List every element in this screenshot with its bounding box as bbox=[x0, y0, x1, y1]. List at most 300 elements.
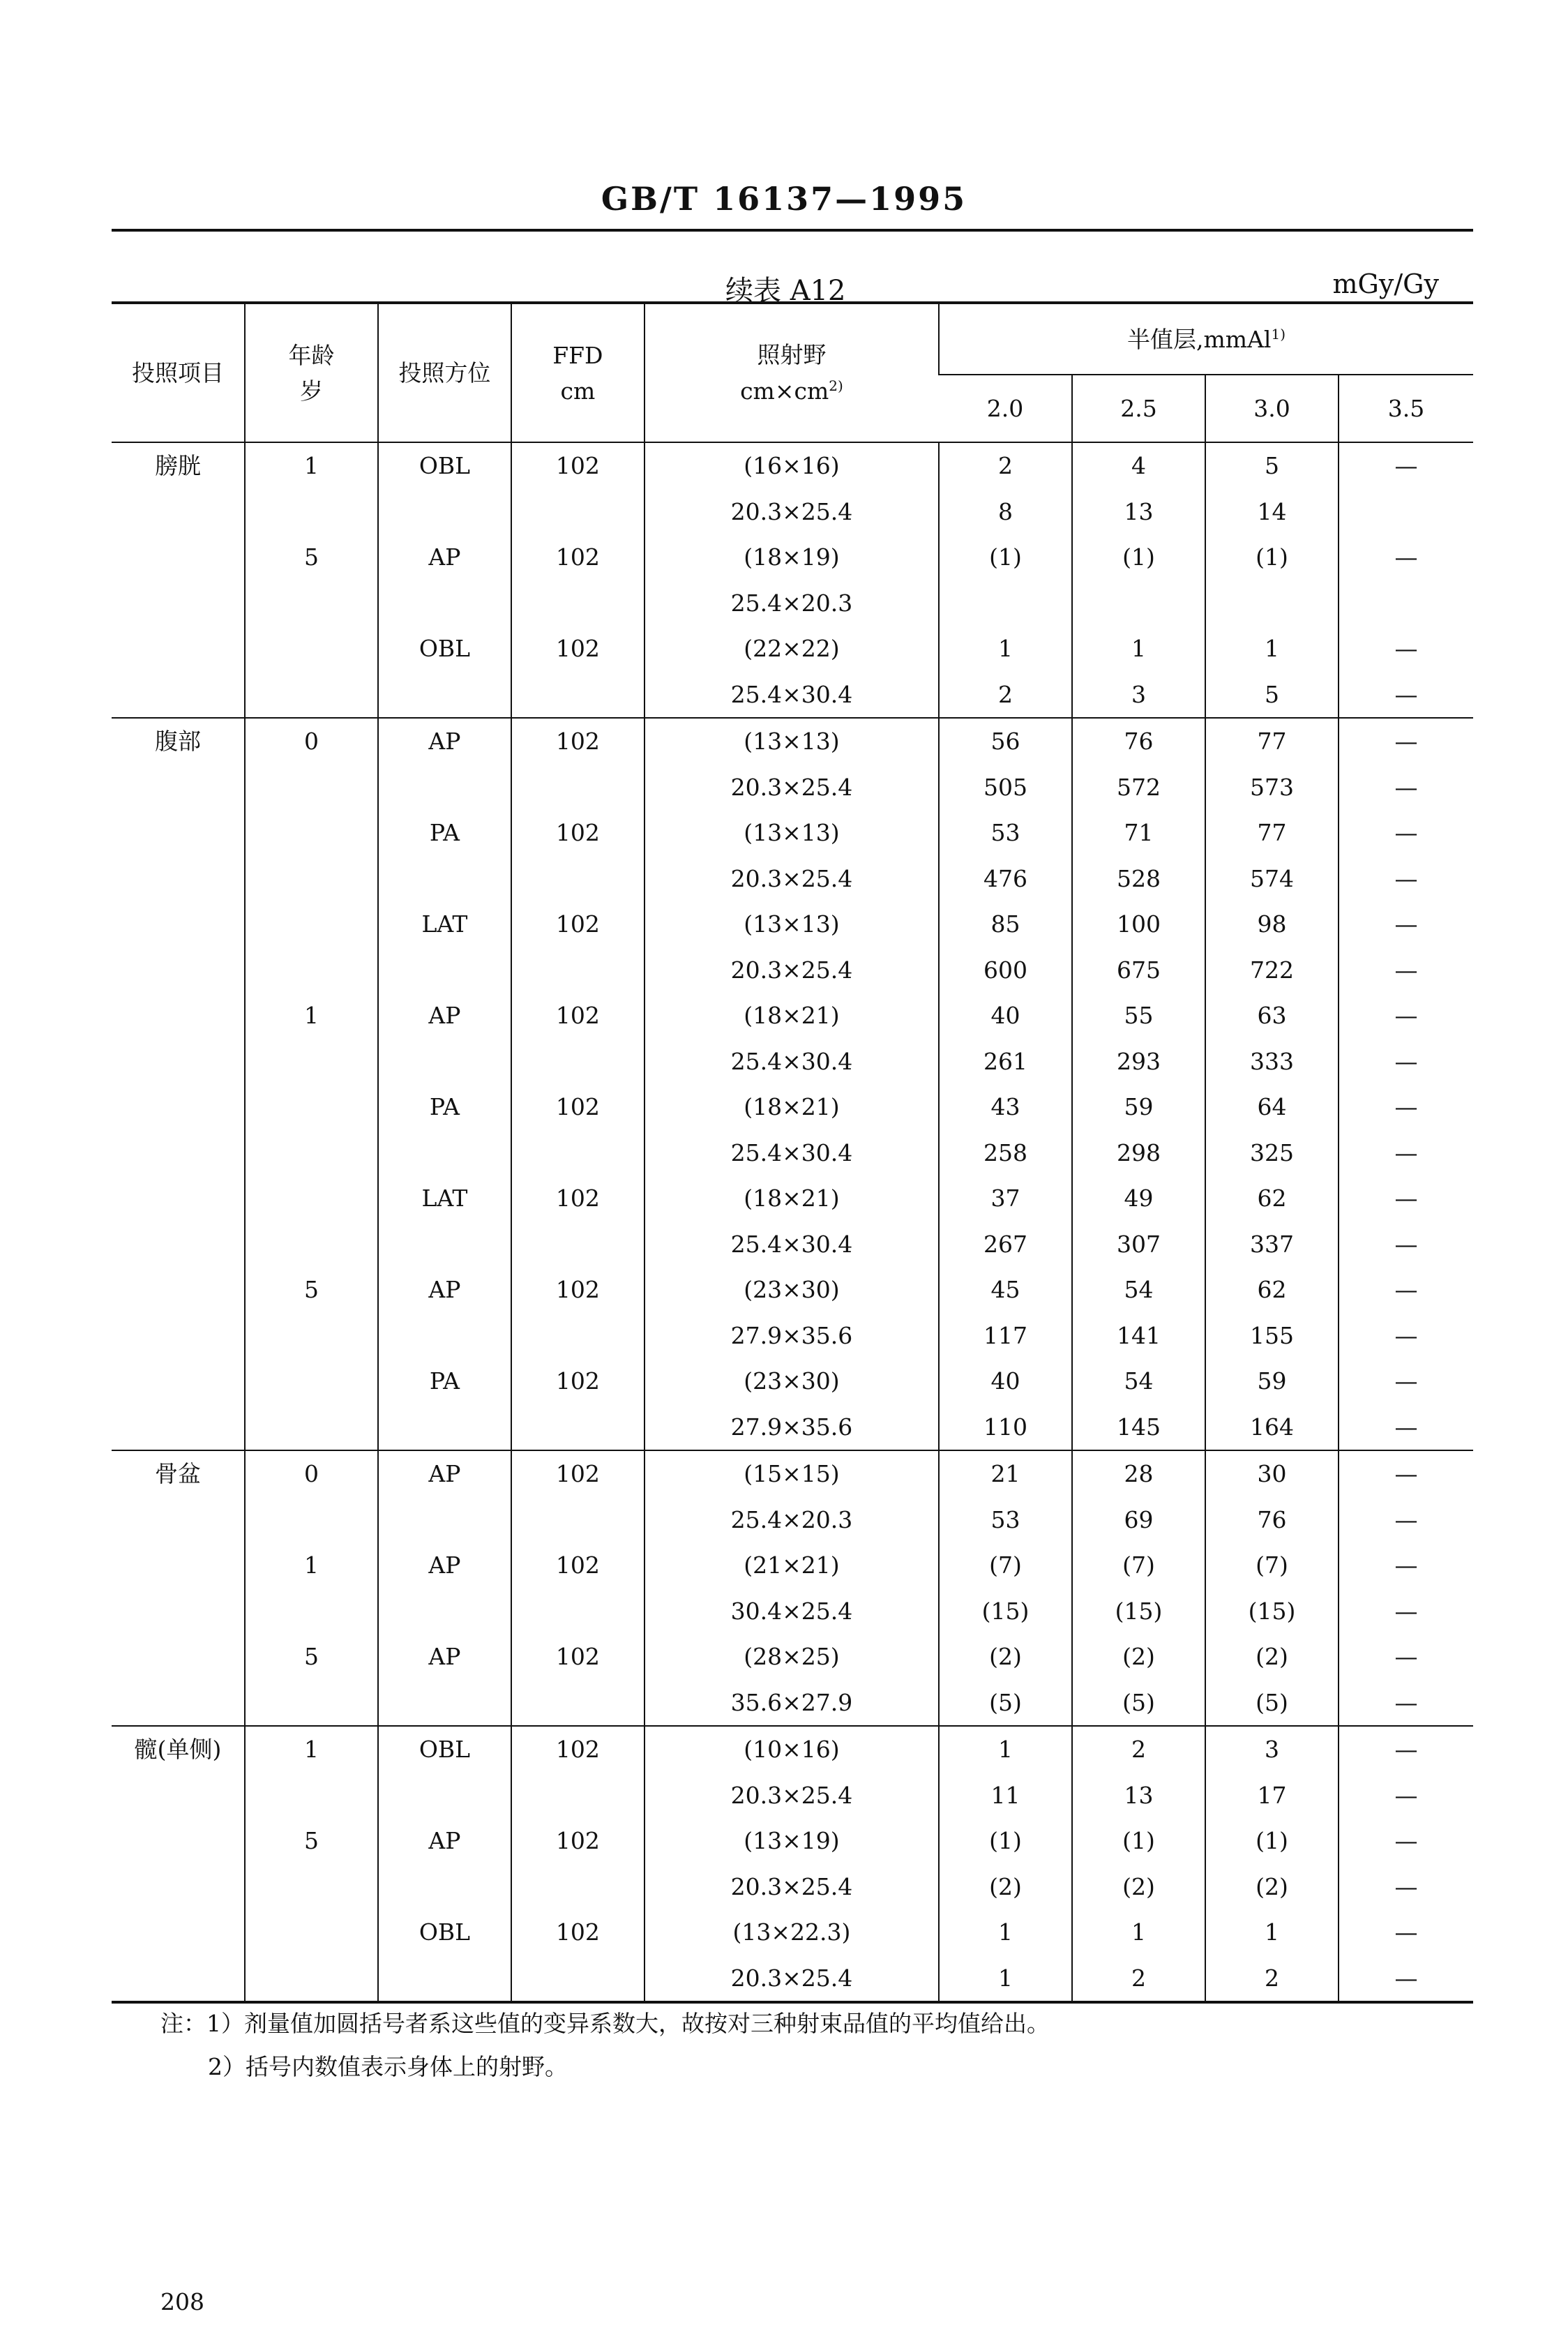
table-cell bbox=[511, 489, 644, 535]
table-cell: 528 bbox=[1072, 856, 1205, 902]
hvl-value-header: 2.5 bbox=[1072, 375, 1205, 442]
table-cell: 293 bbox=[1072, 1039, 1205, 1085]
table-cell bbox=[245, 856, 378, 902]
table-row bbox=[112, 626, 1473, 672]
table-cell: 0 bbox=[245, 1450, 378, 1497]
table-cell: 102 bbox=[511, 442, 644, 489]
table-cell bbox=[112, 947, 245, 993]
table-cell bbox=[378, 947, 511, 993]
table-cell: — bbox=[1339, 1864, 1473, 1910]
table-cell: 3 bbox=[1205, 1726, 1339, 1773]
table-cell: 1 bbox=[939, 626, 1072, 672]
footnote: 2）括号内数值表示身体上的射野。 bbox=[208, 2053, 568, 2080]
table-cell: (2) bbox=[1072, 1634, 1205, 1680]
table-cell: 98 bbox=[1205, 901, 1339, 947]
table-cell: 5 bbox=[245, 534, 378, 580]
table-cell bbox=[511, 856, 644, 902]
table-cell bbox=[1205, 580, 1339, 626]
table-row bbox=[112, 993, 1473, 1039]
table-cell bbox=[112, 1909, 245, 1955]
table-row bbox=[112, 1634, 1473, 1680]
header-rule bbox=[112, 229, 1473, 232]
table-cell: 110 bbox=[939, 1404, 1072, 1451]
table-cell: 49 bbox=[1072, 1175, 1205, 1222]
table-cell bbox=[112, 1955, 245, 2003]
table-cell: (2) bbox=[1205, 1634, 1339, 1680]
table-row bbox=[112, 1818, 1473, 1864]
table-cell: 71 bbox=[1072, 810, 1205, 856]
table-cell: 102 bbox=[511, 1267, 644, 1313]
table-cell: 102 bbox=[511, 1542, 644, 1588]
table-cell: 27.9×35.6 bbox=[644, 1404, 939, 1451]
table-cell: 1 bbox=[1205, 626, 1339, 672]
table-cell bbox=[112, 1039, 245, 1085]
table-cell: 25.4×20.3 bbox=[644, 1497, 939, 1543]
table-cell: — bbox=[1339, 626, 1473, 672]
table-cell: 76 bbox=[1072, 718, 1205, 765]
table-cell bbox=[378, 580, 511, 626]
table-cell: 5 bbox=[1205, 672, 1339, 719]
table-cell bbox=[511, 1130, 644, 1176]
table-cell bbox=[245, 1909, 378, 1955]
table-row bbox=[112, 901, 1473, 947]
table-cell bbox=[112, 1130, 245, 1176]
table-cell bbox=[112, 901, 245, 947]
table-row bbox=[112, 856, 1473, 902]
table-cell: 53 bbox=[939, 810, 1072, 856]
table-cell: (2) bbox=[939, 1634, 1072, 1680]
table-cell: 5 bbox=[245, 1267, 378, 1313]
table-cell: 1 bbox=[939, 1909, 1072, 1955]
table-cell: — bbox=[1339, 810, 1473, 856]
table-cell: 307 bbox=[1072, 1222, 1205, 1268]
table-cell: AP bbox=[378, 993, 511, 1039]
table-cell: 1 bbox=[245, 1542, 378, 1588]
table-row bbox=[112, 1909, 1473, 1955]
table-cell bbox=[378, 672, 511, 719]
col-item-header: 投照项目 bbox=[112, 303, 245, 442]
table-cell: 0 bbox=[245, 718, 378, 765]
table-cell: — bbox=[1339, 947, 1473, 993]
table-cell bbox=[511, 1955, 644, 2003]
table-cell bbox=[245, 626, 378, 672]
table-cell bbox=[112, 993, 245, 1039]
table-cell bbox=[112, 1084, 245, 1130]
table-cell: 64 bbox=[1205, 1084, 1339, 1130]
table-cell bbox=[1339, 580, 1473, 626]
table-cell: — bbox=[1339, 1680, 1473, 1727]
table-cell: 722 bbox=[1205, 947, 1339, 993]
table-cell bbox=[378, 1130, 511, 1176]
table-cell: — bbox=[1339, 1634, 1473, 1680]
table-row bbox=[112, 672, 1473, 719]
table-cell: — bbox=[1339, 1267, 1473, 1313]
table-cell bbox=[112, 1864, 245, 1910]
table-cell: — bbox=[1339, 1773, 1473, 1819]
table-cell: 145 bbox=[1072, 1404, 1205, 1451]
table-cell: 25.4×30.4 bbox=[644, 672, 939, 719]
table-cell bbox=[112, 580, 245, 626]
table-cell bbox=[112, 1404, 245, 1451]
table-cell: 43 bbox=[939, 1084, 1072, 1130]
table-row bbox=[112, 765, 1473, 811]
table-cell: — bbox=[1339, 765, 1473, 811]
table-cell: 102 bbox=[511, 1084, 644, 1130]
table-cell bbox=[1339, 489, 1473, 535]
table-cell: AP bbox=[378, 1542, 511, 1588]
table-cell bbox=[112, 1588, 245, 1635]
table-row bbox=[112, 718, 1473, 765]
table-cell: — bbox=[1339, 442, 1473, 489]
page-header: GB/T 16137—1995 bbox=[601, 180, 967, 218]
table-cell bbox=[112, 1818, 245, 1864]
table-cell: (18×21) bbox=[644, 993, 939, 1039]
table-cell: — bbox=[1339, 1497, 1473, 1543]
table-cell bbox=[245, 672, 378, 719]
table-cell: 77 bbox=[1205, 810, 1339, 856]
table-cell: 59 bbox=[1205, 1358, 1339, 1404]
table-cell bbox=[245, 1497, 378, 1543]
table-cell bbox=[245, 1222, 378, 1268]
table-cell: PA bbox=[378, 810, 511, 856]
table-cell: 5 bbox=[245, 1818, 378, 1864]
table-cell: 102 bbox=[511, 901, 644, 947]
table-cell: 261 bbox=[939, 1039, 1072, 1085]
table-row bbox=[112, 442, 1473, 489]
table-cell: — bbox=[1339, 1313, 1473, 1359]
table-row bbox=[112, 534, 1473, 580]
table-cell: (21×21) bbox=[644, 1542, 939, 1588]
table-cell bbox=[378, 765, 511, 811]
table-cell: 574 bbox=[1205, 856, 1339, 902]
table-row bbox=[112, 1175, 1473, 1222]
table-cell bbox=[378, 1313, 511, 1359]
table-cell: 62 bbox=[1205, 1175, 1339, 1222]
table-row bbox=[112, 1313, 1473, 1359]
table-cell: LAT bbox=[378, 901, 511, 947]
table-cell: 11 bbox=[939, 1773, 1072, 1819]
table-cell: AP bbox=[378, 1634, 511, 1680]
table-row bbox=[112, 1039, 1473, 1085]
table-cell: 8 bbox=[939, 489, 1072, 535]
table-row bbox=[112, 1680, 1473, 1727]
table-cell bbox=[245, 1864, 378, 1910]
hvl-value-header: 3.5 bbox=[1339, 375, 1473, 442]
table-cell bbox=[511, 1313, 644, 1359]
table-row bbox=[112, 1497, 1473, 1543]
table-cell: 1 bbox=[245, 442, 378, 489]
table-cell: 102 bbox=[511, 1909, 644, 1955]
table-cell: 102 bbox=[511, 718, 644, 765]
table-cell: 40 bbox=[939, 1358, 1072, 1404]
table-cell bbox=[245, 1175, 378, 1222]
footnote: 注：1）剂量值加圆括号者系这些值的变异系数大，故按对三种射束品值的平均值给出。 bbox=[160, 2010, 1050, 2037]
table-cell bbox=[245, 1130, 378, 1176]
table-cell: 476 bbox=[939, 856, 1072, 902]
table-cell: AP bbox=[378, 1267, 511, 1313]
table-cell: — bbox=[1339, 1450, 1473, 1497]
table-cell bbox=[245, 1313, 378, 1359]
table-cell: — bbox=[1339, 1039, 1473, 1085]
table-cell: — bbox=[1339, 1404, 1473, 1451]
table-cell bbox=[245, 1084, 378, 1130]
table-cell bbox=[511, 765, 644, 811]
table-cell bbox=[112, 1634, 245, 1680]
table-cell: 59 bbox=[1072, 1084, 1205, 1130]
table-row bbox=[112, 1588, 1473, 1635]
table-cell: LAT bbox=[378, 1175, 511, 1222]
table-cell bbox=[112, 626, 245, 672]
table-row bbox=[112, 1404, 1473, 1451]
table-row bbox=[112, 1084, 1473, 1130]
table-cell bbox=[511, 1864, 644, 1910]
table-cell bbox=[245, 489, 378, 535]
table-row bbox=[112, 1130, 1473, 1176]
table-cell: 1 bbox=[1072, 1909, 1205, 1955]
table-cell: (22×22) bbox=[644, 626, 939, 672]
table-row bbox=[112, 489, 1473, 535]
table-cell: — bbox=[1339, 1358, 1473, 1404]
table-cell: — bbox=[1339, 1955, 1473, 2003]
table-cell: 56 bbox=[939, 718, 1072, 765]
table-cell: 40 bbox=[939, 993, 1072, 1039]
table-body bbox=[112, 442, 1473, 2002]
table-cell bbox=[511, 1404, 644, 1451]
table-cell bbox=[378, 1404, 511, 1451]
table-cell: 腹部 bbox=[112, 718, 245, 765]
table-cell bbox=[112, 489, 245, 535]
table-cell bbox=[245, 810, 378, 856]
table-cell bbox=[511, 580, 644, 626]
table-cell: — bbox=[1339, 1130, 1473, 1176]
table-cell: — bbox=[1339, 672, 1473, 719]
table-cell: 675 bbox=[1072, 947, 1205, 993]
table-cell: 30.4×25.4 bbox=[644, 1588, 939, 1635]
table-cell: 102 bbox=[511, 1726, 644, 1773]
table-cell: OBL bbox=[378, 442, 511, 489]
table-row bbox=[112, 1358, 1473, 1404]
table-cell bbox=[378, 1222, 511, 1268]
table-cell: 102 bbox=[511, 993, 644, 1039]
table-cell bbox=[511, 1039, 644, 1085]
hvl-value-header: 2.0 bbox=[939, 375, 1072, 442]
table-cell: (18×19) bbox=[644, 534, 939, 580]
col-hvl-header: 半值层,mmAl$^{1)}$ bbox=[939, 303, 1473, 375]
table-cell: 1 bbox=[939, 1726, 1072, 1773]
table-cell: PA bbox=[378, 1084, 511, 1130]
table-cell: — bbox=[1339, 1818, 1473, 1864]
table-cell: 102 bbox=[511, 810, 644, 856]
table-header bbox=[112, 303, 1473, 442]
table-cell: 髋(单侧) bbox=[112, 1726, 245, 1773]
table-cell: (7) bbox=[1072, 1542, 1205, 1588]
table-cell: 258 bbox=[939, 1130, 1072, 1176]
table-cell bbox=[112, 534, 245, 580]
table-cell: 1 bbox=[245, 993, 378, 1039]
table-row bbox=[112, 810, 1473, 856]
table-cell bbox=[112, 1542, 245, 1588]
table-cell bbox=[245, 580, 378, 626]
table-cell: (7) bbox=[939, 1542, 1072, 1588]
table-cell: 298 bbox=[1072, 1130, 1205, 1176]
table-row bbox=[112, 1726, 1473, 1773]
table-cell: (18×21) bbox=[644, 1084, 939, 1130]
table-cell: — bbox=[1339, 1222, 1473, 1268]
table-cell bbox=[378, 856, 511, 902]
table-cell bbox=[245, 1039, 378, 1085]
table-cell: — bbox=[1339, 1175, 1473, 1222]
table-cell bbox=[378, 1588, 511, 1635]
table-cell: (23×30) bbox=[644, 1358, 939, 1404]
table-cell bbox=[112, 1222, 245, 1268]
table-cell: (13×13) bbox=[644, 901, 939, 947]
table-cell: 77 bbox=[1205, 718, 1339, 765]
table-cell bbox=[511, 1497, 644, 1543]
table-cell: 102 bbox=[511, 1818, 644, 1864]
table-row bbox=[112, 1542, 1473, 1588]
table-row bbox=[112, 1267, 1473, 1313]
table-unit: mGy/Gy bbox=[1332, 269, 1439, 299]
table-cell: 2 bbox=[1072, 1726, 1205, 1773]
table-cell: 337 bbox=[1205, 1222, 1339, 1268]
hvl-value-header: 3.0 bbox=[1205, 375, 1339, 442]
table-cell: (15×15) bbox=[644, 1450, 939, 1497]
table-cell bbox=[378, 1039, 511, 1085]
table-cell bbox=[112, 1358, 245, 1404]
table-cell bbox=[511, 1680, 644, 1727]
table-cell: 20.3×25.4 bbox=[644, 947, 939, 993]
table-cell: 76 bbox=[1205, 1497, 1339, 1543]
table-cell: 1 bbox=[1072, 626, 1205, 672]
table-cell: 600 bbox=[939, 947, 1072, 993]
table-cell: AP bbox=[378, 1450, 511, 1497]
table-cell: (16×16) bbox=[644, 442, 939, 489]
table-cell: 27.9×35.6 bbox=[644, 1313, 939, 1359]
table-cell: (1) bbox=[1072, 534, 1205, 580]
table-cell: (15) bbox=[1205, 1588, 1339, 1635]
table-cell bbox=[378, 489, 511, 535]
table-cell: 102 bbox=[511, 1358, 644, 1404]
table-cell: 25.4×30.4 bbox=[644, 1130, 939, 1176]
table-cell bbox=[245, 1680, 378, 1727]
table-cell: 1 bbox=[245, 1726, 378, 1773]
table-cell: 102 bbox=[511, 626, 644, 672]
table-cell: (1) bbox=[1205, 1818, 1339, 1864]
table-cell: 62 bbox=[1205, 1267, 1339, 1313]
table-cell: 267 bbox=[939, 1222, 1072, 1268]
table-cell bbox=[245, 765, 378, 811]
table-cell bbox=[245, 1404, 378, 1451]
table-cell: — bbox=[1339, 534, 1473, 580]
table-cell bbox=[112, 1175, 245, 1222]
table-cell: (13×22.3) bbox=[644, 1909, 939, 1955]
table-cell: 5 bbox=[245, 1634, 378, 1680]
table-cell: OBL bbox=[378, 1909, 511, 1955]
table-cell: 164 bbox=[1205, 1404, 1339, 1451]
table-cell bbox=[378, 1773, 511, 1819]
table-cell bbox=[112, 1680, 245, 1727]
table-cell: (5) bbox=[939, 1680, 1072, 1727]
table-cell bbox=[378, 1955, 511, 2003]
table-cell: 35.6×27.9 bbox=[644, 1680, 939, 1727]
table-row bbox=[112, 1773, 1473, 1819]
table-cell: (5) bbox=[1072, 1680, 1205, 1727]
table-cell: — bbox=[1339, 901, 1473, 947]
table-cell bbox=[245, 1773, 378, 1819]
table-cell: 5 bbox=[1205, 442, 1339, 489]
table-row bbox=[112, 1955, 1473, 2003]
table-row bbox=[112, 1450, 1473, 1497]
table-cell: (23×30) bbox=[644, 1267, 939, 1313]
table-cell: 14 bbox=[1205, 489, 1339, 535]
table-cell: 25.4×30.4 bbox=[644, 1222, 939, 1268]
table-cell: (18×21) bbox=[644, 1175, 939, 1222]
table-cell: 572 bbox=[1072, 765, 1205, 811]
table-cell: 54 bbox=[1072, 1267, 1205, 1313]
table-cell bbox=[378, 1497, 511, 1543]
table-cell: AP bbox=[378, 718, 511, 765]
table-cell: 20.3×25.4 bbox=[644, 1773, 939, 1819]
table-cell: 85 bbox=[939, 901, 1072, 947]
table-cell: (1) bbox=[1205, 534, 1339, 580]
table-cell: 20.3×25.4 bbox=[644, 1864, 939, 1910]
table-cell: OBL bbox=[378, 626, 511, 672]
table-cell bbox=[112, 1313, 245, 1359]
table-caption: 续表 A12 bbox=[725, 275, 846, 307]
table-cell: (2) bbox=[939, 1864, 1072, 1910]
table-cell bbox=[511, 947, 644, 993]
table-cell: — bbox=[1339, 993, 1473, 1039]
table-cell: — bbox=[1339, 1909, 1473, 1955]
col-field-header: 照射野 $cm\times cm^{2)}$ bbox=[644, 303, 939, 442]
table-cell: (7) bbox=[1205, 1542, 1339, 1588]
table-cell: 17 bbox=[1205, 1773, 1339, 1819]
table-cell: 573 bbox=[1205, 765, 1339, 811]
table-cell: 102 bbox=[511, 1450, 644, 1497]
table-cell: 2 bbox=[939, 442, 1072, 489]
table-cell: 21 bbox=[939, 1450, 1072, 1497]
dose-table bbox=[112, 301, 1473, 2004]
table-cell: — bbox=[1339, 718, 1473, 765]
table-cell: 4 bbox=[1072, 442, 1205, 489]
table-cell: 117 bbox=[939, 1313, 1072, 1359]
table-cell bbox=[378, 1680, 511, 1727]
table-cell: 20.3×25.4 bbox=[644, 489, 939, 535]
table-cell bbox=[245, 947, 378, 993]
table-cell: (28×25) bbox=[644, 1634, 939, 1680]
table-cell bbox=[112, 765, 245, 811]
table-cell: 325 bbox=[1205, 1130, 1339, 1176]
table-cell: 63 bbox=[1205, 993, 1339, 1039]
table-cell bbox=[511, 1773, 644, 1819]
table-cell: 20.3×25.4 bbox=[644, 1955, 939, 2003]
table-cell: 2 bbox=[939, 672, 1072, 719]
table-cell: 28 bbox=[1072, 1450, 1205, 1497]
table-cell: 155 bbox=[1205, 1313, 1339, 1359]
table-cell: (1) bbox=[1072, 1818, 1205, 1864]
table-cell: — bbox=[1339, 1542, 1473, 1588]
table-cell: (5) bbox=[1205, 1680, 1339, 1727]
table-cell bbox=[378, 1864, 511, 1910]
table-cell: OBL bbox=[378, 1726, 511, 1773]
table-cell bbox=[245, 901, 378, 947]
table-cell: 333 bbox=[1205, 1039, 1339, 1085]
table-cell: 20.3×25.4 bbox=[644, 765, 939, 811]
table-cell bbox=[245, 1955, 378, 2003]
table-cell: 53 bbox=[939, 1497, 1072, 1543]
table-cell: — bbox=[1339, 856, 1473, 902]
table-cell: AP bbox=[378, 534, 511, 580]
